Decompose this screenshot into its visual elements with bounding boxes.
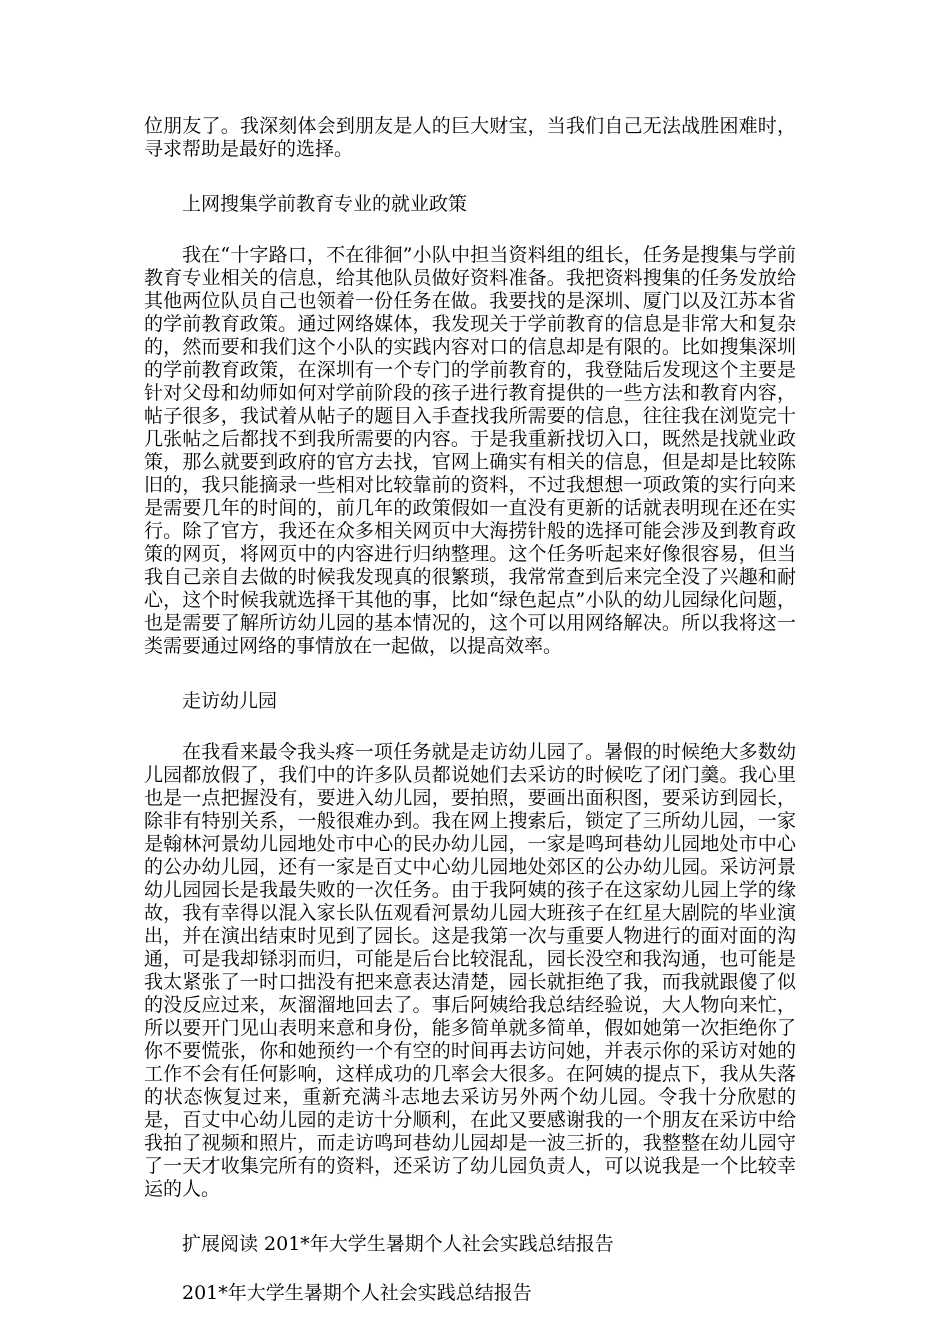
section-body-employment-policy: 我在“十字路口，不在徘徊”小队中担当资料组的组长，任务是搜集与学前教育专业相关的信息，给其他队员做好资料准备。我把资料搜集的任务发放给其他两位队员自己也领着一份任务在做。我要找的是深圳、厦门以及江苏本省的学前教育政策。通过网络媒体，我发现关于学前教育的信息是非常大和复杂的，然而要和我们这个小队的实践内容对口的信息却是有限的。比如搜集深圳的学前教育政策，在深圳有一个专门的学前教育的，我登陆后发现这个主要是针对父母和幼师如何对学前阶段的孩子进行教育提供的一些方法和教育内容，帖子很多，我试着从帖子的题目入手查找我所需要的信息，往往我在浏览完十几张帖之后都找不到我所需要的内容。于是我重新找切入口，既然是找就业政策，那么就要到政府的官方去找，官网上确实有相关的信息，但是却是比较陈旧的，我只能摘录一些相对比较靠前的资料，不过我想想一项政策的实行向来是需要几年的时间的，前几年的政策假如一直没有更新的话就表明现在还在实行。除了官方，我还在众多相关网页中大海捞针般的选择可能会涉及到教育政策的网页，将网页中的内容进行归纳整理。这个任务听起来好像很容易，但当我自己亲自去做的时候我发现真的很繁琐，我常常查到后来完全没了兴趣和耐心，这个时候我就选择干其他的事，比如“绿色起点”小队的幼儿园绿化问题，也是需要了解所访幼儿园的基本情况的，这个可以用网络解决。所以我将这一类需要通过网络的事情放在一起做，以提高效率。 <box>144 244 796 657</box>
section-body-kindergarten-visit: 在我看来最令我头疼一项任务就是走访幼儿园了。暑假的时候绝大多数幼儿园都放假了，我们中的许多队员都说她们去采访的时候吃了闭门羹。我心里也是一点把握没有，要进入幼儿园，要拍照，要画出面积图，要采访到园长，除非有特别关系，一般很难办到。我在网上搜索后，锁定了三所幼儿园，一家是翰林河景幼儿园地处市中心的民办幼儿园，一家是鸣珂巷幼儿园地处市中心的公办幼儿园，还有一家是百丈中心幼儿园地处郊区的公办幼儿园。采访河景幼儿园园长是我最失败的一次任务。由于我阿姨的孩子在这家幼儿园上学的缘故，我有幸得以混入家长队伍观看河景幼儿园大班孩子在红星大剧院的毕业演出，并在演出结束时见到了园长。这是我第一次与重要人物进行的面对面的沟通，可是我却铩羽而归，可能是后台比较混乱，园长没空和我沟通，也可能是我太紧张了一时口拙没有把来意表达清楚，园长就拒绝了我，而我就跟傻了似的没反应过来，灰溜溜地回去了。事后阿姨给我总结经验说，大人物向来忙，所以要开门见山表明来意和身份，能多简单就多简单，假如她第一次拒绝你了你不要慌张，你和她预约一个有空的时间再去访问她，并表示你的采访对她的工作不会有任何影响，这样成功的几率会大很多。在阿姨的提点下，我从失落的状态恢复过来，重新充满斗志地去采访另外两个幼儿园。令我十分欣慰的是，百丈中心幼儿园的走访十分顺利，在此又要感谢我的一个朋友在采访中给我拍了视频和照片，而走访鸣珂巷幼儿园却是一波三折的，我整整在幼儿园守了一天才收集完所有的资料，还采访了幼儿园负责人，可以说我是一个比较幸运的人。 <box>144 741 796 1200</box>
section-heading-employment-policy: 上网搜集学前教育专业的就业政策 <box>182 193 468 215</box>
extended-reading-line: 扩展阅读 201*年大学生暑期个人社会实践总结报告 <box>182 1233 614 1255</box>
document-page <box>144 115 796 1331</box>
continuation-paragraph: 位朋友了。我深刻体会到朋友是人的巨大财宝，当我们自己无法战胜困难时，寻求帮助是最好的选择。 <box>144 115 796 160</box>
closing-report-title: 201*年大学生暑期个人社会实践总结报告 <box>182 1282 532 1304</box>
section-heading-kindergarten-visit: 走访幼儿园 <box>182 690 278 712</box>
